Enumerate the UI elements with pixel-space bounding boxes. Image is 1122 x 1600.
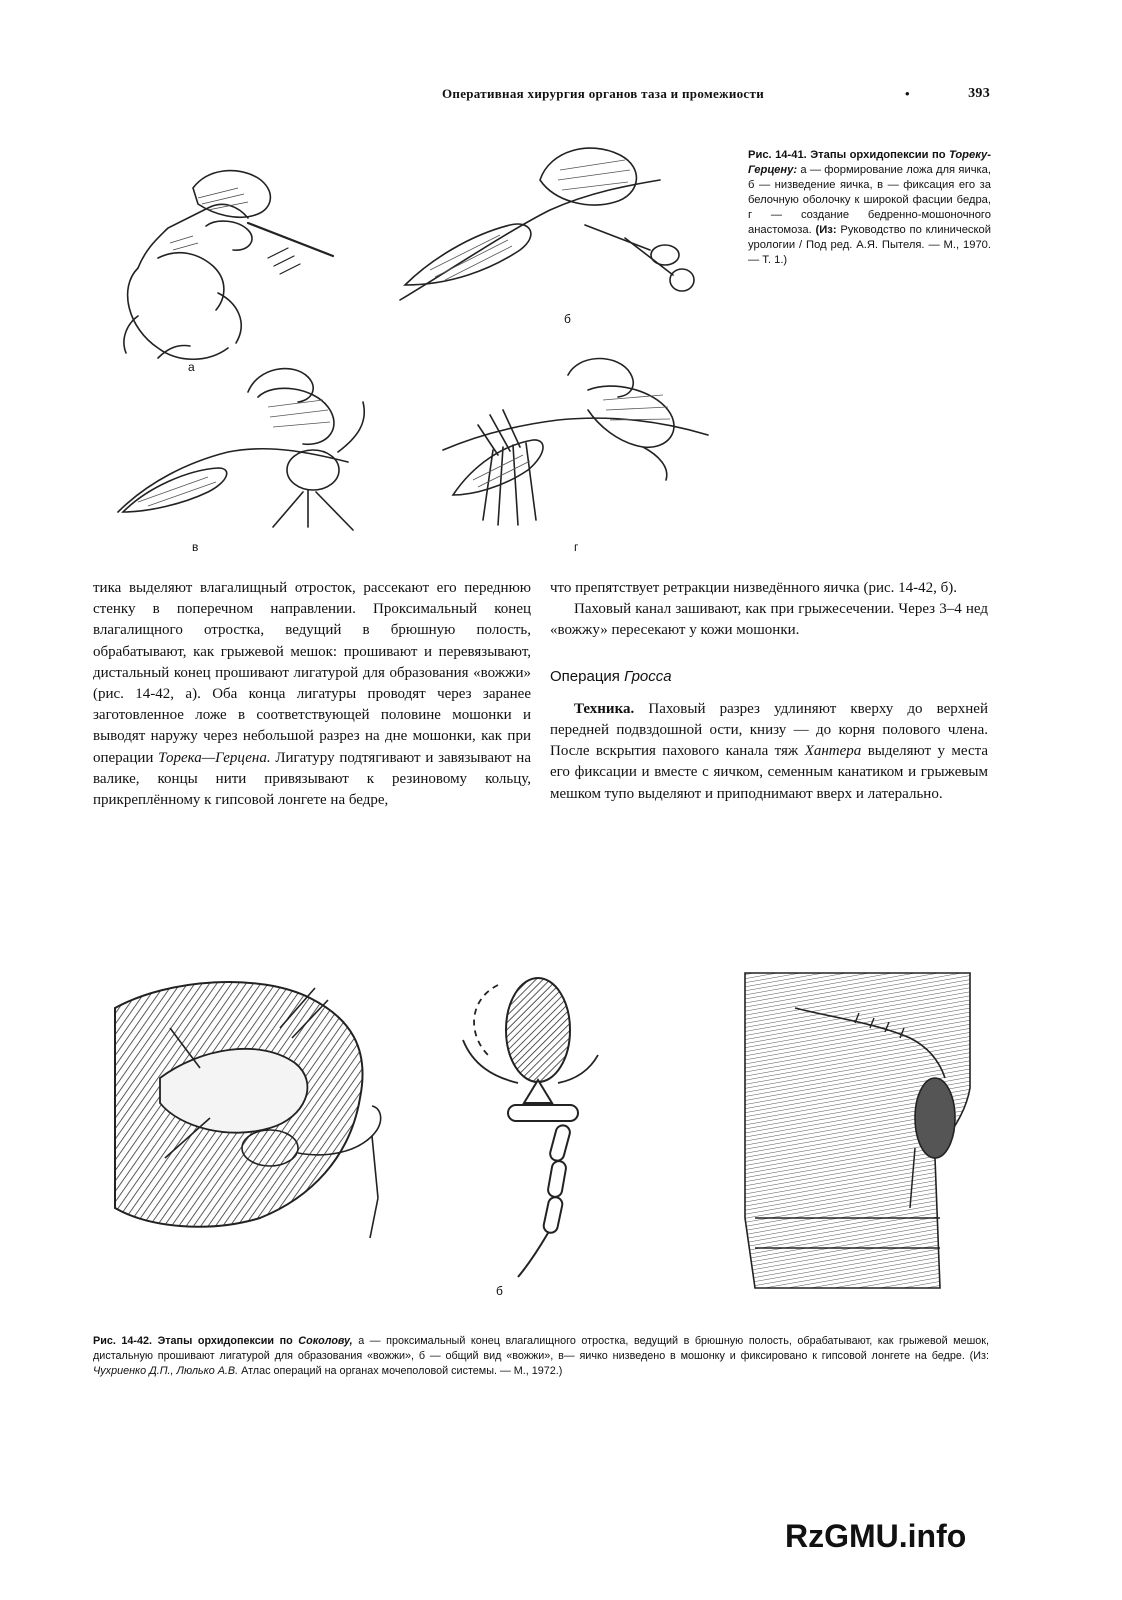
paragraph-left-1-text-a: тика выделяют влагалищный отросток, рассекают его переднюю стенку в поперечном направлении. Проксимальный конец влагалищного отростка, ведущий в брюшную полость, обрабатывают, как грыжевой мешок: прошивают и перевязывают, дистальный конец прошивают лигатурой для образования «вожжи» (рис. 14-42, а). Оба конца лигатуры проводят через заранее заготовленное ложе в соответствующей половине мошонки и выводят наружу через небольшой разрез на дне мошонки, как при операции — [93, 580, 531, 766]
figure-14-41-panel-b — [390, 140, 710, 310]
section-heading-eponym: Гросса — [624, 667, 672, 685]
figure-14-42-panel-a — [110, 968, 420, 1268]
eponym-torek-herzen: Торека—Герцена. — [158, 749, 271, 766]
technique-label: Техника. — [574, 700, 635, 717]
figure-14-41-caption-label: Рис. 14-41. — [748, 149, 807, 161]
figure-14-41-caption-body: а — формирование ложа для яичка, б — низведение яичка, в — фиксация его за белочную оболочку к широкой фасции бедра, г — создание бедренно-мошоночного анастомоза. — [748, 164, 991, 236]
figure-14-42-caption-body: а — проксимальный конец влагалищного отростка, ведущий в брюшную полость, обрабатывают, как грыжевой мешок, дистальную прошивают лигатурой для образования «вожжи», б — общий вид «вожжи», в— яичко низведено в мошонку и фиксировано к гипсовой лонгете на бедре. (Из: — [93, 1335, 989, 1362]
running-title: Оперативная хирургия органов таза и промежиости — [442, 86, 764, 101]
figure-14-41-label-v: в — [192, 540, 199, 554]
paragraph-right-2: Паховый канал зашивают, как при грыжесечении. Через 3–4 нед «вожжу» пересекают у кожи мошонки. — [550, 601, 988, 639]
figure-14-41-caption-eponym: Тореку-Герцену: — [748, 149, 991, 176]
figure-14-41-label-a: а — [188, 360, 195, 374]
text-column-left — [93, 578, 531, 811]
figure-14-41-caption — [748, 148, 991, 268]
paragraph-left-1 — [93, 578, 531, 811]
paragraph-left-1-text-b: Лигатуру подтягивают и завязывают на валике, концы нити привязывают к резиновому кольцу, прикреплённому к гипсовой лонгете на бедре, — [93, 749, 531, 809]
figure-14-42-caption-source: Атлас операций на органах мочеполовой системы. — М., 1972.) — [238, 1365, 563, 1377]
paragraph-right-3-text-a: Паховый разрез удлиняют кверху до верхней передней подвздошной ости, книзу — до корня полового члена. После вскрытия пахового канала тяж — [550, 700, 988, 760]
figure-14-41-panel-g — [438, 355, 738, 535]
text-column-right — [550, 578, 988, 805]
paragraph-right-3-text-b: выделяют у места его фиксации и вместе с яичком, семенным канатиком и грыжевым мешком тупо выделяют и приподнимают вверх и латерально. — [550, 743, 988, 802]
figure-14-41-panel-a — [98, 148, 358, 373]
figure-14-41-caption-title: Этапы орхидопексии по — [810, 149, 949, 161]
paragraph-right-1: что препятствует ретракции низведённого яичка (рис. 14-42, б). — [550, 580, 958, 596]
figure-14-41-caption-source: Руководство по клинической урологии / Под ред. А.Я. Пытеля. — М., 1970. — Т. 1.) — [748, 224, 992, 266]
figure-14-41-caption-source-prefix: (Из: — [815, 224, 841, 236]
figure-14-42-caption-authors: Чухриенко Д.П., Люлько А.В. — [93, 1365, 239, 1377]
section-heading-gross — [550, 666, 988, 687]
page-number: 393 — [968, 86, 990, 101]
figure-14-41-panel-v — [108, 352, 408, 537]
running-header — [430, 86, 990, 108]
paragraph-right-3 — [550, 699, 988, 805]
section-heading-prefix: Операция — [550, 667, 625, 685]
figure-14-42-caption — [93, 1334, 989, 1379]
figure-14-42-caption-eponym: Соколову, — [298, 1335, 353, 1347]
figure-14-42-panel-v — [735, 968, 975, 1293]
figure-14-42-caption-label: Рис. 14-42. — [93, 1335, 153, 1347]
figure-14-41-label-g: г — [574, 540, 579, 554]
eponym-hunter: Хантера — [804, 743, 862, 760]
watermark: RzGMU.info — [785, 1518, 967, 1554]
figure-14-42-label-b: б — [496, 1284, 503, 1298]
header-bullet: • — [905, 86, 910, 101]
figure-14-41-label-b: б — [564, 312, 571, 326]
figure-14-42-panel-b — [458, 965, 618, 1280]
figure-14-42-caption-title: Этапы орхидопексии по — [157, 1335, 299, 1347]
